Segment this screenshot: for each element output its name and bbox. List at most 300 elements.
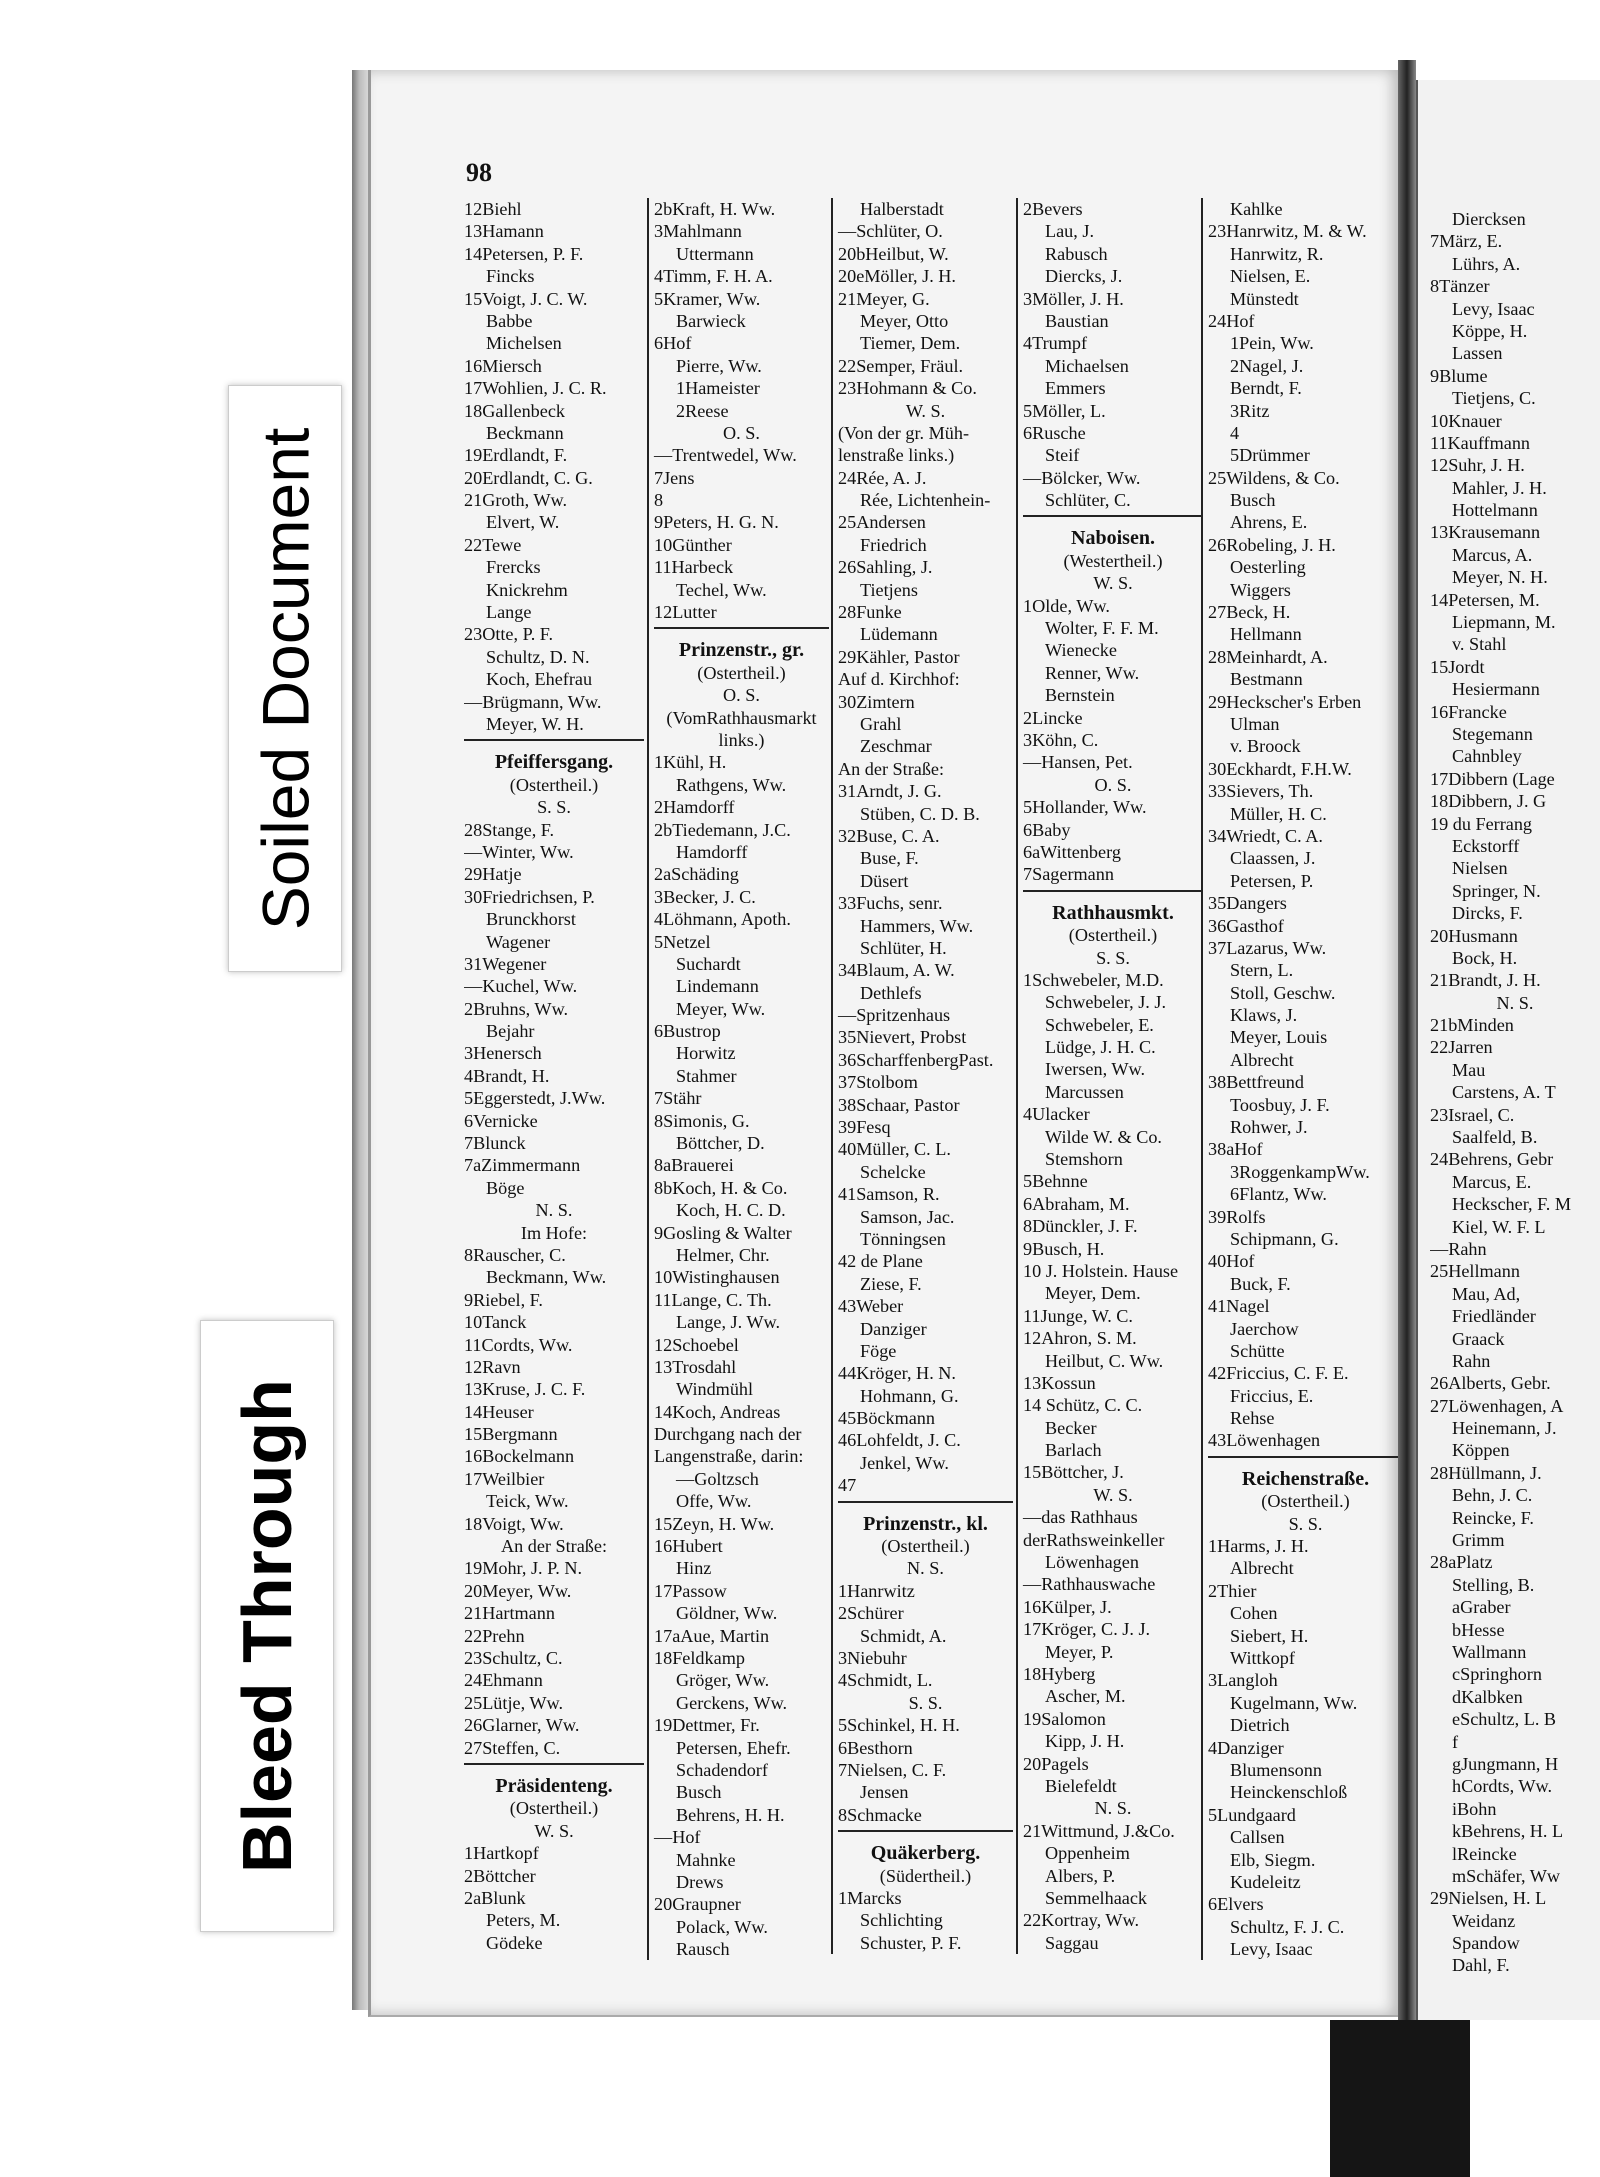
directory-entry: Beckmann, Ww. <box>486 1267 607 1288</box>
directory-column-4 <box>1016 198 1203 1954</box>
directory-entry: 13Trosdahl <box>654 1356 737 1377</box>
directory-entry: Meyer, Dem. <box>1045 1283 1141 1304</box>
directory-entry: 5Lundgaard <box>1208 1804 1296 1825</box>
directory-entry: 20Husmann <box>1430 925 1518 946</box>
directory-entry: 10 J. Holstein. Hause <box>1023 1260 1179 1281</box>
directory-entry: 3Köhn, C. <box>1023 729 1099 750</box>
directory-entry: 2aBlunk <box>464 1887 526 1908</box>
directory-entry: 8Rauscher, C. <box>464 1244 566 1265</box>
directory-entry: Ziese, F. <box>860 1273 922 1294</box>
street-heading: Prinzenstr., gr. <box>678 639 805 662</box>
directory-entry: Heilbut, C. Ww. <box>1045 1350 1164 1371</box>
directory-entry: Springer, N. <box>1452 880 1541 901</box>
directory-entry: 22Tewe <box>464 534 522 555</box>
directory-entry: bHesse <box>1452 1619 1505 1640</box>
directory-entry: Buck, F. <box>1230 1273 1291 1294</box>
directory-entry: 38aHof <box>1208 1139 1263 1160</box>
section-divider <box>1023 515 1203 527</box>
directory-entry: Dethlefs <box>860 982 922 1003</box>
directory-entry: 6Besthorn <box>838 1737 913 1758</box>
directory-entry: 1Marcks <box>838 1887 902 1908</box>
directory-entry: Heinemann, J. <box>1452 1418 1557 1439</box>
directory-entry: 19Dettmer, Fr. <box>654 1715 760 1736</box>
directory-entry: (Ostertheil.) <box>509 774 599 795</box>
directory-entry: Im Hofe: <box>520 1222 588 1243</box>
directory-entry: S. S. <box>537 797 571 818</box>
directory-entry: Bejahr <box>486 1021 535 1042</box>
directory-entry: 34Blaum, A. W. <box>838 960 955 981</box>
directory-entry: Cohen <box>1230 1603 1278 1624</box>
directory-entry: 14Petersen, P. F. <box>464 243 584 264</box>
directory-entry: 1Hameister <box>676 378 760 399</box>
directory-entry: Hinz <box>676 1558 712 1579</box>
directory-entry: Bestmann <box>1230 669 1303 690</box>
directory-entry: Polack, Ww. <box>676 1916 768 1937</box>
directory-entry: 2Bevers <box>1023 199 1083 219</box>
directory-entry: Wallmann <box>1452 1642 1527 1662</box>
directory-entry: 2Hamdorff <box>654 797 735 818</box>
directory-entry: Gerckens, Ww. <box>676 1692 788 1713</box>
directory-entry: Schadendorf <box>676 1759 768 1780</box>
directory-entry: Schlüter, C. <box>1045 490 1131 511</box>
directory-entry: Gödeke <box>486 1932 543 1953</box>
directory-entry: 30Eckhardt, F.H.W. <box>1208 758 1352 779</box>
directory-entry: Stegemann <box>1452 723 1533 744</box>
directory-entry: Dircks, F. <box>1452 903 1523 924</box>
directory-entry: 18Dibbern, J. G <box>1430 791 1547 812</box>
directory-entry: (Ostertheil.) <box>1068 925 1158 946</box>
directory-entry: O. S. <box>723 685 760 706</box>
directory-column-1 <box>464 198 644 1954</box>
directory-entry: 6Flantz, Ww. <box>1230 1184 1327 1205</box>
directory-entry: 5Drümmer <box>1230 445 1310 466</box>
directory-entry: 25Wildens, & Co. <box>1208 467 1340 488</box>
directory-entry: 25Hellmann <box>1430 1261 1520 1282</box>
directory-entry: 13Kruse, J. C. F. <box>464 1379 586 1400</box>
directory-entry: Dahl, F. <box>1452 1955 1510 1976</box>
directory-entry: Windmühl <box>676 1379 754 1400</box>
directory-entry: Tietjens, C. <box>1452 388 1536 409</box>
directory-entry: 6Vernicke <box>464 1110 538 1131</box>
directory-entry: Graack <box>1452 1328 1505 1349</box>
directory-entry: 7aZimmermann <box>464 1155 581 1176</box>
directory-entry: 10Knauer <box>1430 410 1502 431</box>
directory-entry: 4Schmidt, L. <box>838 1670 933 1691</box>
directory-entry: kBehrens, H. L <box>1452 1821 1564 1842</box>
directory-entry: 13Hamann <box>464 221 544 242</box>
directory-entry: 26Alberts, Gebr. <box>1430 1373 1551 1394</box>
soiled-document-text: Soiled Document <box>248 427 323 930</box>
directory-entry: gJungmann, H <box>1452 1753 1559 1774</box>
directory-column-5 <box>1201 198 1401 1960</box>
directory-entry: —Rathhauswache <box>1023 1574 1156 1595</box>
directory-entry: Lange, J. Ww. <box>676 1312 781 1333</box>
directory-entry: Semmelhaack <box>1045 1887 1148 1908</box>
directory-entry: Peters, M. <box>486 1910 561 1931</box>
directory-entry: Rabusch <box>1045 243 1108 264</box>
directory-entry: 3RoggenkampWw. <box>1230 1161 1370 1182</box>
directory-entry: 25Andersen <box>838 512 926 533</box>
directory-entry: Barwieck <box>676 310 746 331</box>
directory-entry: 2bKraft, H. Ww. <box>654 199 776 219</box>
directory-entry: (Ostertheil.) <box>509 1798 599 1819</box>
directory-entry: Rahn <box>1452 1350 1491 1371</box>
directory-entry: Marcus, A. <box>1452 544 1533 565</box>
directory-entry: 42 de Plane <box>838 1251 923 1272</box>
directory-entry: Koch, Ehefrau <box>486 669 593 690</box>
directory-entry: —Brügmann, Ww. <box>464 691 602 712</box>
directory-entry: 4Timm, F. H. A. <box>654 266 773 287</box>
directory-entry: Ahrens, E. <box>1230 512 1308 533</box>
directory-entry: 5Kramer, Ww. <box>654 288 761 309</box>
directory-entry: Schmidt, A. <box>860 1625 947 1646</box>
directory-entry: Levy, Isaac <box>1230 1939 1313 1960</box>
directory-entry: Lau, J. <box>1045 221 1094 242</box>
directory-entry: Lührs, A. <box>1452 253 1521 274</box>
directory-entry: Friedrich <box>860 534 927 555</box>
directory-entry: 30Zimtern <box>838 691 915 712</box>
directory-entry: 6aWittenberg <box>1023 841 1121 862</box>
directory-entry: Horwitz <box>676 1043 736 1064</box>
directory-entry: Fincks <box>486 266 535 287</box>
directory-entry: 9Gosling & Walter <box>654 1222 792 1243</box>
directory-entry: Berndt, F. <box>1230 378 1302 399</box>
directory-entry: 13Krausemann <box>1430 522 1541 543</box>
directory-entry: An der Straße: <box>838 758 945 779</box>
directory-entry: 3Becker, J. C. <box>654 886 756 907</box>
directory-entry: Rohwer, J. <box>1230 1117 1308 1138</box>
directory-entry: Spandow <box>1452 1933 1520 1954</box>
directory-entry: 29Nielsen, H. L <box>1430 1888 1547 1909</box>
directory-entry: S. S. <box>908 1692 943 1713</box>
directory-entry: Friccius, E. <box>1230 1385 1314 1406</box>
directory-entry: Köppe, H. <box>1452 320 1528 341</box>
directory-entry: —Spritzenhaus <box>838 1005 951 1026</box>
directory-entry: Böttcher, D. <box>676 1133 765 1154</box>
bleed-through-label <box>200 1320 334 1932</box>
directory-entry: 6Bustrop <box>654 1021 721 1042</box>
directory-entry: Schuster, P. F. <box>860 1932 962 1953</box>
directory-entry: 29Kähler, Pastor <box>838 646 960 667</box>
directory-entry: Saalfeld, B. <box>1452 1127 1538 1148</box>
directory-entry: 12Biehl <box>464 199 522 219</box>
directory-entry: Ulman <box>1230 713 1280 734</box>
directory-entry: 23Hohmann & Co. <box>838 378 977 399</box>
directory-entry: 15Zeyn, H. Ww. <box>654 1513 775 1534</box>
directory-entry: 14Koch, Andreas <box>654 1401 781 1422</box>
directory-entry: 42Friccius, C. F. E. <box>1208 1363 1349 1384</box>
directory-entry: Kiel, W. F. L <box>1452 1216 1546 1237</box>
directory-entry: 9Blume <box>1430 365 1488 386</box>
directory-entry: 40Hof <box>1208 1251 1255 1272</box>
directory-entry: 2aSchäding <box>654 864 739 885</box>
directory-entry: 11Cordts, Ww. <box>464 1334 573 1355</box>
directory-entry: 16Bockelmann <box>464 1446 575 1467</box>
directory-entry: 21Wittmund, J.&Co. <box>1023 1820 1175 1841</box>
directory-entry: Wienecke <box>1045 640 1117 661</box>
directory-entry: 28aPlatz <box>1430 1552 1493 1573</box>
directory-entry: Busch <box>676 1782 722 1803</box>
directory-entry: Callsen <box>1230 1827 1285 1848</box>
directory-entry: —Trentwedel, Ww. <box>654 445 797 466</box>
directory-entry: Tiemer, Dem. <box>860 333 961 354</box>
page-number: 98 <box>466 158 492 187</box>
directory-entry: Jenkel, Ww. <box>860 1452 949 1473</box>
directory-entry: Techel, Ww. <box>676 579 767 600</box>
directory-entry: Wagener <box>486 931 551 952</box>
directory-entry: Helmer, Chr. <box>676 1244 770 1265</box>
directory-entry: 21Meyer, G. <box>838 288 930 309</box>
directory-entry: Böge <box>486 1177 525 1198</box>
directory-entry: —Kuchel, Ww. <box>464 976 578 997</box>
section-divider <box>1208 1456 1401 1468</box>
directory-entry: —Bölcker, Ww. <box>1023 467 1141 488</box>
directory-entry: 5Möller, L. <box>1023 400 1106 421</box>
directory-entry: 2Reese <box>676 400 729 421</box>
directory-entry: Meyer, Otto <box>860 310 949 331</box>
directory-entry: 6Abraham, M. <box>1023 1193 1130 1214</box>
directory-entry: Hellmann <box>1230 624 1302 645</box>
directory-entry: (Von der gr. Müh- <box>838 422 970 443</box>
directory-entry: Friedländer <box>1452 1306 1536 1327</box>
directory-entry: 12Ahron, S. M. <box>1023 1328 1137 1349</box>
directory-entry: 19Salomon <box>1023 1708 1106 1729</box>
directory-entry: Danziger <box>860 1318 927 1339</box>
section-divider <box>838 1501 1013 1513</box>
directory-entry: Hohmann, G. <box>860 1385 959 1406</box>
directory-entry: Meyer, Ww. <box>676 998 766 1019</box>
directory-entry: Bielefeldt <box>1045 1775 1117 1796</box>
directory-entry: 38Bettfreund <box>1208 1072 1304 1093</box>
directory-entry: Stoll, Geschw. <box>1230 982 1336 1003</box>
directory-entry: 9Busch, H. <box>1023 1238 1105 1259</box>
directory-entry: Göldner, Ww. <box>676 1603 778 1624</box>
directory-entry: 17Kröger, C. J. J. <box>1023 1619 1151 1640</box>
directory-entry: Tietjens <box>860 579 918 600</box>
directory-entry: 17Wohlien, J. C. R. <box>464 378 607 399</box>
directory-entry: Langenstraße, darin: <box>654 1446 804 1467</box>
directory-entry: —Hof <box>654 1827 701 1848</box>
directory-entry: Becker <box>1045 1417 1097 1438</box>
book-gutter <box>1398 60 1416 2020</box>
directory-entry: 2Schürer <box>838 1603 904 1624</box>
directory-entry: Stüben, C. D. B. <box>860 803 980 824</box>
directory-entry: Kudeleitz <box>1230 1871 1301 1892</box>
directory-entry: 37Stolbom <box>838 1072 918 1093</box>
directory-entry: Düsert <box>860 870 909 891</box>
directory-column-6 <box>1430 208 1600 1977</box>
directory-entry: Schultz, F. J. C. <box>1230 1916 1345 1937</box>
directory-entry: —Goltzsch <box>676 1468 759 1489</box>
directory-entry: Hesiermann <box>1452 679 1540 700</box>
directory-entry: Rathgens, Ww. <box>676 774 787 795</box>
directory-entry: iBohn <box>1452 1798 1497 1819</box>
directory-entry: 33Fuchs, senr. <box>838 893 943 914</box>
directory-entry: 7Blunck <box>464 1133 526 1154</box>
facing-page <box>1416 80 1600 2020</box>
directory-entry: 9Peters, H. G. N. <box>654 512 779 533</box>
directory-entry: 2bTiedemann, J.C. <box>654 819 791 840</box>
directory-entry: Lüdge, J. H. C. <box>1045 1037 1156 1058</box>
directory-entry: N. S. <box>1496 992 1534 1013</box>
directory-entry: 27Steffen, C. <box>464 1737 561 1758</box>
directory-entry: (Ostertheil.) <box>881 1536 970 1557</box>
directory-entry: Mau, Ad, <box>1452 1283 1521 1304</box>
directory-entry: 17Dibbern (Lage <box>1430 768 1555 789</box>
directory-entry: 11Lange, C. Th. <box>654 1289 772 1310</box>
directory-entry: 24Rée, A. J. <box>838 467 927 488</box>
directory-entry: 2Thier <box>1208 1580 1257 1601</box>
directory-entry: 21Hartmann <box>464 1603 555 1624</box>
street-heading: Pfeiffersgang. <box>494 751 614 774</box>
directory-entry: 8Tänzer <box>1430 276 1490 297</box>
directory-entry: cSpringhorn <box>1452 1664 1542 1685</box>
directory-entry: 6Elvers <box>1208 1894 1264 1915</box>
directory-entry: f <box>1452 1731 1459 1752</box>
directory-entry: Albrecht <box>1230 1558 1294 1579</box>
directory-entry: 22Kortray, Ww. <box>1023 1910 1139 1931</box>
street-heading: Prinzenstr., kl. <box>863 1512 988 1535</box>
directory-entry: Petersen, Ehefr. <box>676 1737 791 1758</box>
directory-entry: 21Brandt, J. H. <box>1430 970 1541 991</box>
directory-entry: 45Böckmann <box>838 1408 935 1429</box>
directory-entry: Meyer, Louis <box>1230 1027 1328 1048</box>
directory-entry: Hanrwitz, R. <box>1230 243 1324 264</box>
directory-entry: 11Harbeck <box>654 557 734 578</box>
directory-entry: 29Heckscher's Erben <box>1208 691 1362 712</box>
directory-entry: Oesterling <box>1230 557 1306 578</box>
directory-entry: 1Hartkopf <box>464 1843 539 1864</box>
directory-entry: Frercks <box>486 557 541 578</box>
directory-entry: 22Prehn <box>464 1625 525 1646</box>
directory-entry: Lindemann <box>676 976 759 997</box>
directory-entry: Iwersen, Ww. <box>1045 1059 1145 1080</box>
directory-entry: Meyer, N. H. <box>1452 567 1548 588</box>
directory-entry: 22Jarren <box>1430 1037 1493 1058</box>
directory-entry: W. S. <box>1093 1484 1133 1505</box>
directory-entry: Münstedt <box>1230 288 1299 309</box>
directory-entry: S. S. <box>1096 947 1130 968</box>
directory-entry: 26Robeling, J. H. <box>1208 534 1336 555</box>
directory-entry: Tönningsen <box>860 1228 946 1249</box>
directory-entry: Hamdorff <box>676 841 748 862</box>
directory-entry: Albers, P. <box>1045 1865 1116 1886</box>
directory-entry: Nielsen, E. <box>1230 266 1311 287</box>
street-heading: Präsidenteng. <box>495 1774 613 1797</box>
directory-entry: —Hansen, Pet. <box>1023 752 1133 773</box>
directory-entry: Schipmann, G. <box>1230 1228 1339 1249</box>
directory-entry: Weidanz <box>1452 1910 1516 1931</box>
directory-entry: 14Heuser <box>464 1401 534 1422</box>
directory-entry: Behn, J. C. <box>1452 1485 1533 1506</box>
directory-entry: Wiggers <box>1230 579 1291 600</box>
directory-entry: 28Funke <box>838 602 902 623</box>
directory-entry: 25Lütje, Ww. <box>464 1692 564 1713</box>
directory-entry: 3Ritz <box>1230 400 1270 421</box>
directory-entry: 38Schaar, Pastor <box>838 1094 960 1115</box>
directory-entry: 4Ulacker <box>1023 1104 1090 1125</box>
directory-entry: Lassen <box>1452 343 1503 364</box>
directory-entry: N. S. <box>1094 1798 1132 1819</box>
directory-entry: 3Langloh <box>1208 1670 1278 1691</box>
directory-entry: Wittkopf <box>1230 1648 1295 1668</box>
directory-entry: Drews <box>676 1871 724 1892</box>
directory-entry: Stern, L. <box>1230 960 1294 981</box>
directory-entry: 46Lohfeldt, J. C. <box>838 1430 961 1451</box>
directory-entry: N. S. <box>535 1200 573 1221</box>
directory-entry: 19 du Ferrang <box>1430 813 1533 834</box>
directory-entry: 7Stähr <box>654 1088 702 1109</box>
directory-entry: Dietrich <box>1230 1715 1290 1736</box>
directory-entry: Nielsen <box>1452 858 1508 879</box>
directory-entry: 4Brandt, H. <box>464 1065 550 1086</box>
directory-entry: Reincke, F. <box>1452 1507 1534 1528</box>
directory-entry: Kahlke <box>1230 199 1283 219</box>
directory-entry: 41Nagel <box>1208 1296 1270 1317</box>
directory-entry: 18Voigt, Ww. <box>464 1513 564 1534</box>
directory-entry: O. S. <box>1094 774 1132 795</box>
directory-entry: Diercks, J. <box>1045 266 1123 287</box>
directory-entry: aGraber <box>1452 1597 1511 1618</box>
directory-entry: Auf d. Kirchhof: <box>838 669 960 690</box>
directory-entry: 16Miersch <box>464 355 542 376</box>
directory-entry: 22Semper, Fräul. <box>838 355 964 376</box>
directory-entry: 11Kauffmann <box>1430 432 1531 453</box>
directory-entry: Grahl <box>860 713 902 734</box>
directory-entry: 8Schmacke <box>838 1804 922 1825</box>
directory-entry: 2Böttcher <box>464 1865 536 1886</box>
directory-entry: Koch, H. C. D. <box>676 1200 786 1221</box>
directory-entry: 19Mohr, J. P. N. <box>464 1558 583 1579</box>
directory-entry: 16Hubert <box>654 1536 723 1557</box>
directory-entry: 16Francke <box>1430 701 1507 722</box>
directory-entry: Offe, Ww. <box>676 1491 752 1512</box>
directory-entry: 43Weber <box>838 1296 904 1317</box>
directory-entry: 3Niebuhr <box>838 1648 907 1668</box>
directory-entry: 17Passow <box>654 1580 727 1601</box>
directory-entry: dKalbken <box>1452 1686 1523 1707</box>
directory-entry: Saggau <box>1045 1932 1099 1953</box>
directory-entry: Stahmer <box>676 1065 737 1086</box>
directory-entry: (Ostertheil.) <box>697 662 786 683</box>
directory-entry: Halberstadt <box>860 199 944 219</box>
directory-entry: 36Gasthof <box>1208 915 1284 936</box>
directory-entry: Eckstorff <box>1452 835 1520 856</box>
directory-entry: 18Gallenbeck <box>464 400 565 421</box>
directory-entry: 23Israel, C. <box>1430 1104 1515 1125</box>
directory-entry: 1Harms, J. H. <box>1208 1536 1309 1557</box>
directory-entry: 1Schwebeler, M.D. <box>1023 969 1164 990</box>
directory-entry: Stelling, B. <box>1452 1574 1535 1595</box>
directory-entry: 20Graupner <box>654 1894 741 1915</box>
directory-entry: 4Trumpf <box>1023 333 1088 354</box>
directory-entry: Barlach <box>1045 1440 1102 1461</box>
directory-entry: Toosbuy, J. F. <box>1230 1094 1330 1115</box>
street-heading: Reichenstraße. <box>1241 1467 1370 1490</box>
directory-entry: Babbe <box>486 310 533 331</box>
directory-entry: Elb, Siegm. <box>1230 1849 1316 1870</box>
directory-entry: 17Weilbier <box>464 1468 545 1489</box>
section-divider <box>654 627 829 639</box>
directory-entry: 35Nievert, Probst <box>838 1027 967 1048</box>
directory-entry: 16Külper, J. <box>1023 1596 1112 1617</box>
directory-entry: Oppenheim <box>1045 1843 1130 1864</box>
directory-entry: Liepmann, M. <box>1452 612 1556 633</box>
directory-entry: Marcus, E. <box>1452 1171 1532 1192</box>
directory-entry: 23Otte, P. F. <box>464 624 553 645</box>
directory-entry: 15Jordt <box>1430 656 1485 677</box>
directory-entry: Wilde W. & Co. <box>1045 1126 1162 1147</box>
